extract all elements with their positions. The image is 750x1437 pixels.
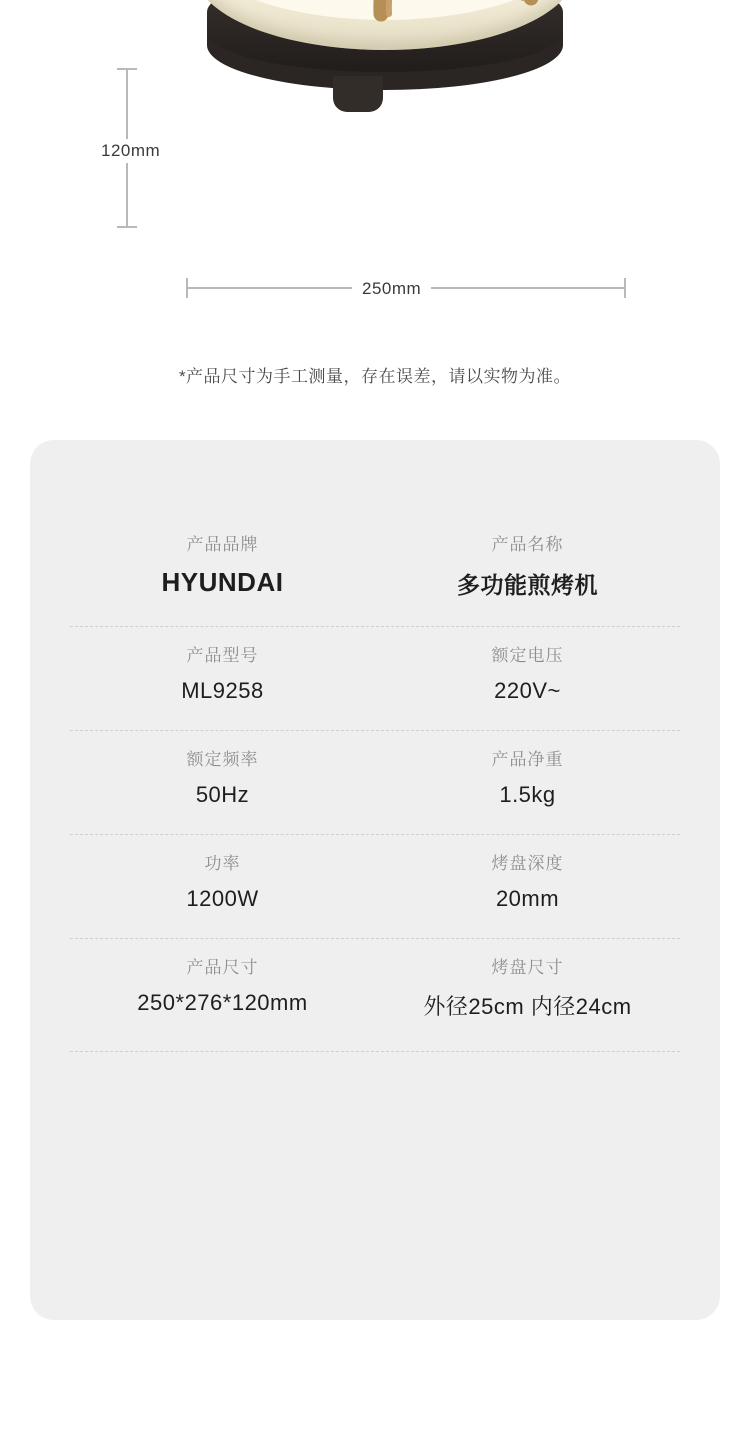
table-row (70, 627, 680, 731)
spec-label: 额定频率 (186, 750, 259, 769)
spec-cell (375, 939, 680, 1051)
appliance-illustration (185, 0, 585, 180)
appliance-foot (333, 76, 383, 112)
width-dimension-label: 250mm (352, 277, 431, 301)
table-row (70, 731, 680, 835)
measurement-note: *产品尺寸为手工测量，存在误差，请以实物为准。 (178, 367, 572, 386)
spec-cell (375, 835, 680, 938)
spec-cell (70, 516, 375, 626)
spec-value: 1.5kg (499, 782, 556, 807)
spec-label: 烤盘尺寸 (491, 958, 564, 977)
spec-value: 250*276*120mm (137, 990, 308, 1015)
spec-label: 产品尺寸 (186, 958, 259, 977)
spec-label: 烤盘深度 (491, 854, 564, 873)
spec-value: 1200W (186, 886, 259, 911)
spec-cell (375, 627, 680, 730)
spec-value: 20mm (495, 886, 560, 911)
lid-handle-icon (363, 0, 543, 22)
height-dimension-label: 120mm (97, 139, 164, 163)
spec-label: 产品净重 (491, 750, 564, 769)
spec-cell (375, 516, 680, 626)
spec-value: 220V~ (494, 678, 561, 703)
spec-cell (70, 835, 375, 938)
spec-label: 功率 (204, 854, 241, 873)
spec-label: 产品型号 (186, 646, 259, 665)
spec-value: HYUNDAI (161, 567, 284, 597)
spec-label: 产品名称 (491, 535, 564, 554)
spec-label: 额定电压 (491, 646, 564, 665)
spec-cell (70, 731, 375, 834)
spec-table (70, 440, 680, 1052)
spec-value: 外径25cm 内径24cm (423, 994, 632, 1019)
product-image (0, 0, 750, 310)
spec-value: 50Hz (195, 782, 250, 807)
spec-value: 多功能煎烤机 (457, 572, 598, 598)
spec-value: ML9258 (181, 678, 264, 703)
spec-cell (70, 939, 375, 1051)
spec-cell (375, 731, 680, 834)
spec-label: 产品品牌 (186, 535, 259, 554)
table-row (70, 516, 680, 627)
spec-card (30, 440, 720, 1320)
table-row (70, 835, 680, 939)
spec-cell (70, 627, 375, 730)
table-row (70, 939, 680, 1052)
